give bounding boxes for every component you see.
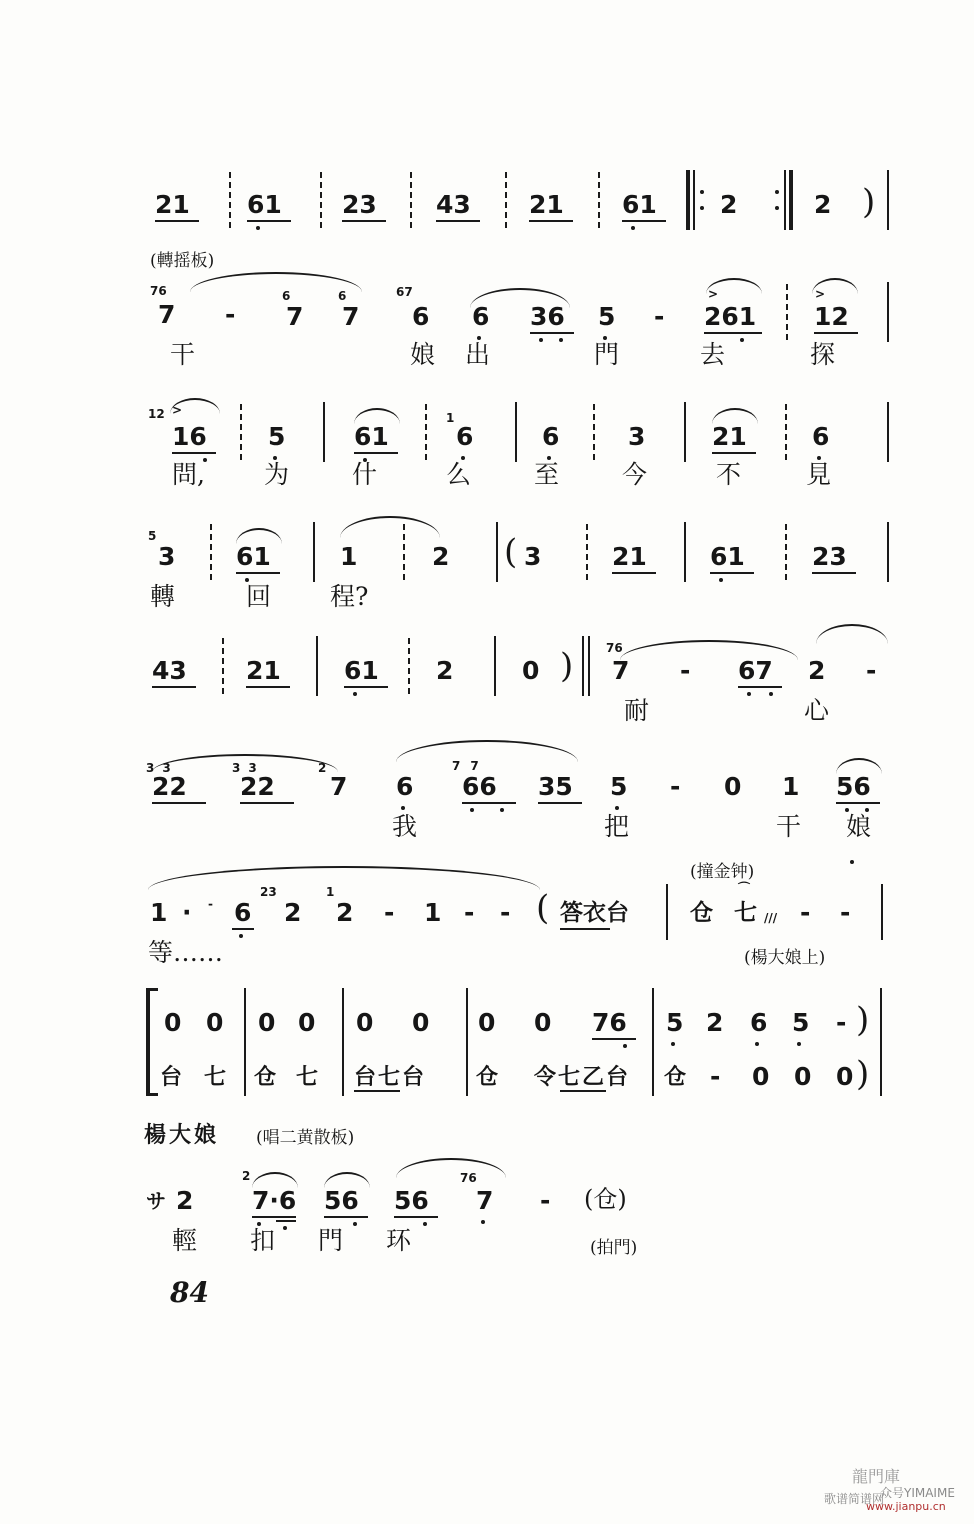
tempo-mark: サ <box>146 1189 166 1213</box>
tremolo-mark: /// <box>764 911 778 925</box>
barline <box>588 636 590 696</box>
dash: - <box>710 1062 721 1091</box>
watermark-text: www.jianpu.cn <box>866 1500 946 1513</box>
note: 5 <box>792 1008 810 1037</box>
note-group: 7·6 <box>252 1186 297 1215</box>
low-dot <box>283 1226 287 1230</box>
lyric: 探 <box>810 340 836 369</box>
note: 5 <box>666 1008 684 1037</box>
lyric: 門 <box>318 1226 344 1255</box>
underline <box>276 1220 296 1222</box>
underline <box>592 1038 636 1040</box>
dash: - <box>836 1008 847 1037</box>
lyric: 輕 <box>172 1226 198 1255</box>
grace-note: 6 <box>338 289 347 303</box>
underline <box>436 220 480 222</box>
barline <box>887 402 889 462</box>
barline <box>342 988 344 1096</box>
underline <box>712 452 756 454</box>
fermata: ⌒ <box>738 881 751 895</box>
grace-note: 33 <box>146 761 179 775</box>
note: 6 <box>396 772 414 801</box>
note-group: 56 <box>836 772 871 801</box>
note-group: 21 <box>155 190 190 219</box>
lyric: 干 <box>170 340 196 369</box>
low-dot <box>256 226 260 230</box>
note-group: 43 <box>436 190 471 219</box>
barline <box>881 884 883 940</box>
percussion-syllable: 仓 <box>476 1064 499 1090</box>
note-group: 56 <box>324 1186 359 1215</box>
grace-note: 76 <box>460 1171 477 1185</box>
note: 0 <box>164 1008 182 1037</box>
grace-note: 1 <box>446 411 455 425</box>
note: 0 <box>522 656 540 685</box>
dash: - <box>384 898 395 927</box>
dashed-barline <box>320 172 322 228</box>
underline <box>152 686 196 688</box>
underline <box>612 572 656 574</box>
slur <box>190 272 362 292</box>
underline <box>155 220 199 222</box>
dashed-barline <box>586 524 588 580</box>
dashed-barline <box>403 524 405 580</box>
note: 0 <box>478 1008 496 1037</box>
note: 0 <box>206 1008 224 1037</box>
underline <box>529 220 573 222</box>
dashed-barline <box>785 404 787 460</box>
slur <box>148 866 540 890</box>
grace-note: 12 <box>148 407 165 421</box>
lyric: 等…… <box>148 938 224 967</box>
low-dot <box>539 338 543 342</box>
underline <box>344 686 388 688</box>
grace-note: 67 <box>396 285 413 299</box>
dashed-barline <box>229 172 231 228</box>
note: 6 <box>472 302 490 331</box>
performance-mark: (撞金钟) <box>690 862 755 882</box>
barline <box>666 884 668 940</box>
lyric: 娘出 <box>410 340 521 369</box>
close-paren: ) <box>856 1054 870 1094</box>
dashed-barline <box>505 172 507 228</box>
lyric: 把 <box>604 812 630 841</box>
low-dot <box>481 1220 485 1224</box>
note: 3 <box>524 542 542 571</box>
note-group: 61 <box>247 190 282 219</box>
note: 2 <box>808 656 826 685</box>
lyric: 为 <box>264 460 290 489</box>
watermark-logo: 龍門庫 <box>852 1467 901 1486</box>
barline <box>323 402 325 462</box>
repeat-dot <box>700 190 704 194</box>
note: 7 <box>330 772 348 801</box>
note-group: 67 <box>738 656 773 685</box>
barline <box>244 988 246 1096</box>
note: 1 <box>424 898 442 927</box>
low-dot <box>797 1042 801 1046</box>
stage-direction: (拍門) <box>590 1238 638 1258</box>
low-dot <box>631 226 635 230</box>
note: 1 <box>782 772 800 801</box>
note: 1 <box>150 898 168 927</box>
lyric: 見 <box>806 460 832 489</box>
dashed-barline <box>410 172 412 228</box>
slur <box>812 278 858 294</box>
underline <box>354 452 398 454</box>
lyric: 我 <box>392 812 418 841</box>
note: 7 <box>476 1186 494 1215</box>
barline <box>515 402 517 462</box>
low-dot <box>500 808 504 812</box>
underline <box>246 686 290 688</box>
lyric: 今 <box>622 460 648 489</box>
open-paren: ( <box>504 532 518 572</box>
grace-note: 2 <box>318 761 327 775</box>
note: 2 <box>436 656 454 685</box>
watermark-text: 众号YIMAIME <box>880 1486 955 1500</box>
note-group: 61 <box>344 656 379 685</box>
lyric: 娘 <box>846 812 872 841</box>
open-paren: ( <box>536 888 550 928</box>
dash: - <box>840 898 851 927</box>
underline <box>836 802 880 804</box>
note: 0 <box>752 1062 770 1091</box>
note: 2 <box>814 190 832 219</box>
note: 0 <box>356 1008 374 1037</box>
percussion-syllable: 七 <box>296 1064 319 1090</box>
note-group: 61 <box>710 542 745 571</box>
underline <box>462 802 516 804</box>
note: 2 <box>706 1008 724 1037</box>
bracket-top <box>146 988 158 991</box>
note-group: 23 <box>342 190 377 219</box>
percussion-syllable: 仓 <box>254 1064 277 1090</box>
barline <box>466 988 468 1096</box>
underline <box>530 332 574 334</box>
close-paren: ) <box>560 646 574 686</box>
note: 0 <box>258 1008 276 1037</box>
underline <box>738 686 782 688</box>
repeat-barline-thin <box>693 170 695 230</box>
note-group: 43 <box>152 656 187 685</box>
watermark-text: 歌谱简谱网 <box>824 1492 885 1506</box>
note: 2 <box>336 898 354 927</box>
underline <box>236 572 280 574</box>
note: 0 <box>724 772 742 801</box>
underline <box>812 572 856 574</box>
repeat-dot <box>700 206 704 210</box>
percussion-syllable: 答衣台 <box>560 899 629 926</box>
barline <box>313 522 315 582</box>
barline <box>684 402 686 462</box>
barline <box>887 282 889 342</box>
note: 0 <box>836 1062 854 1091</box>
dashed-barline <box>408 638 410 694</box>
repeat-dot <box>775 190 779 194</box>
slur <box>170 398 220 417</box>
note: 0 <box>412 1008 430 1037</box>
dash: - <box>500 898 511 927</box>
close-paren: ) <box>862 182 876 222</box>
note: 2 <box>176 1186 194 1215</box>
note: 3 <box>158 542 176 571</box>
lyric: 干 <box>776 812 802 841</box>
note: 3 <box>628 422 646 451</box>
lyric: 程? <box>330 582 369 611</box>
repeat-dot <box>775 206 779 210</box>
grace-note: 77 <box>452 759 489 773</box>
low-dot <box>623 1044 627 1048</box>
underline <box>252 1216 296 1218</box>
barline <box>880 988 882 1096</box>
note: 7 <box>612 656 630 685</box>
underline <box>560 1090 606 1092</box>
dash: - <box>464 898 475 927</box>
grace-note: 23 <box>260 885 277 899</box>
lyric: 不 <box>716 460 742 489</box>
underline <box>232 928 254 930</box>
dash: - <box>208 897 213 911</box>
note: 5 <box>598 302 616 331</box>
lyric: 轉 <box>150 582 176 611</box>
note: 0 <box>794 1062 812 1091</box>
grace-note: 76 <box>150 284 167 298</box>
note-group: 22 <box>240 772 275 801</box>
slur <box>816 624 888 644</box>
note-group: 36 <box>530 302 565 331</box>
note-group: 12 <box>814 302 849 331</box>
dash: - <box>680 656 691 685</box>
dash: - <box>800 898 811 927</box>
low-dot <box>755 1042 759 1046</box>
note: 0 <box>298 1008 316 1037</box>
low-dot <box>353 1222 357 1226</box>
low-dot <box>615 806 619 810</box>
grace-note: 6 <box>282 289 291 303</box>
underline <box>172 452 216 454</box>
barline <box>887 522 889 582</box>
performance-mark: (轉摇板) <box>150 251 215 271</box>
note-group: 76 <box>592 1008 627 1037</box>
note: 6 <box>542 422 560 451</box>
lyric: 門 <box>594 340 620 369</box>
slur <box>340 516 440 538</box>
grace-note: 5 <box>148 529 157 543</box>
note-group: 35 <box>538 772 573 801</box>
lyric: 什 <box>352 460 378 489</box>
repeat-barline-thick <box>789 170 793 230</box>
dashed-barline <box>425 404 427 460</box>
underline <box>622 220 666 222</box>
note-group: 61 <box>354 422 389 451</box>
bracket-bottom <box>146 1093 158 1096</box>
lyric: 环 <box>386 1226 412 1255</box>
low-dot <box>423 1222 427 1226</box>
note-group: 22 <box>152 772 187 801</box>
underline <box>394 1216 438 1218</box>
note-group: 21 <box>246 656 281 685</box>
dashed-barline <box>593 404 595 460</box>
barline <box>494 636 496 696</box>
underline <box>324 1216 368 1218</box>
low-dot <box>239 934 243 938</box>
repeat-barline-thin <box>784 170 786 230</box>
note: 6 <box>750 1008 768 1037</box>
percussion-syllable: 仓 <box>664 1064 687 1090</box>
note-group: 61 <box>622 190 657 219</box>
underline <box>342 220 386 222</box>
note-group: 56 <box>394 1186 429 1215</box>
barline <box>582 636 584 696</box>
dashed-barline <box>240 404 242 460</box>
percussion-syllable: 七 <box>204 1064 227 1090</box>
slur <box>706 278 762 294</box>
note: 2 <box>284 898 302 927</box>
low-dot <box>401 806 405 810</box>
note: 6 <box>234 898 252 927</box>
repeat-barline-thick <box>686 170 690 230</box>
underline <box>704 332 762 334</box>
lyric: 問, <box>172 460 205 489</box>
note: 6 <box>812 422 830 451</box>
percussion-syllable: 台 <box>160 1064 183 1090</box>
percussion-syllable: 令七乙台 <box>534 1064 631 1090</box>
accent: > <box>708 287 719 301</box>
note: 5 <box>610 772 628 801</box>
low-dot <box>671 1042 675 1046</box>
percussion-cue: (仓) <box>584 1185 627 1213</box>
note: 2 <box>720 190 738 219</box>
accent: > <box>815 287 826 301</box>
note: 5 <box>268 422 286 451</box>
low-dot <box>353 692 357 696</box>
low-dot <box>719 578 723 582</box>
lyric: 回 <box>246 582 272 611</box>
low-dot <box>740 338 744 342</box>
note-group: 21 <box>612 542 647 571</box>
lyric: 至 <box>534 460 560 489</box>
note-group: 21 <box>529 190 564 219</box>
underline <box>710 572 754 574</box>
slur <box>396 1158 506 1178</box>
note: 2 <box>432 542 450 571</box>
close-paren: ) <box>856 1000 870 1040</box>
low-dot <box>769 692 773 696</box>
note: 6 <box>456 422 474 451</box>
note: 6 <box>412 302 430 331</box>
system-bracket <box>146 988 150 1096</box>
dash: - <box>654 302 665 331</box>
dashed-barline <box>210 524 212 580</box>
lyric: 去 <box>700 340 726 369</box>
note: 1 <box>340 542 358 571</box>
underline <box>247 220 291 222</box>
dash: - <box>866 656 877 685</box>
low-dot <box>559 338 563 342</box>
page-number: 84 <box>170 1276 209 1309</box>
underline <box>152 802 206 804</box>
low-dot <box>470 808 474 812</box>
barline <box>887 170 889 230</box>
note-group: 16 <box>172 422 207 451</box>
stage-direction: (楊大娘上) <box>744 948 826 968</box>
lyric: 耐 <box>624 696 650 725</box>
dashed-barline <box>222 638 224 694</box>
barline <box>684 522 686 582</box>
dash: - <box>225 300 236 329</box>
lyric: 么 <box>446 460 472 489</box>
underline <box>814 332 858 334</box>
grace-note: 76 <box>606 641 623 655</box>
dot-duration: · <box>182 898 192 927</box>
note-group: 61 <box>236 542 271 571</box>
percussion-syllable: 台七台 <box>354 1064 427 1090</box>
note: 7 <box>286 302 304 331</box>
underline <box>560 928 610 930</box>
lyric: 扣 <box>250 1226 276 1255</box>
barline <box>316 636 318 696</box>
role-name: 楊大娘 <box>144 1122 220 1148</box>
low-dot <box>747 692 751 696</box>
underline <box>240 802 294 804</box>
percussion-syllable: 仓 <box>690 899 713 926</box>
dash: - <box>670 772 681 801</box>
performance-mark: (唱二黄散板) <box>256 1128 355 1148</box>
note-group: 21 <box>712 422 747 451</box>
underline <box>538 802 582 804</box>
lyric: 心 <box>804 696 830 725</box>
percussion-syllable: 七 <box>734 899 757 926</box>
note: 7 <box>158 300 176 329</box>
note-group: 66 <box>462 772 497 801</box>
dashed-barline <box>598 172 600 228</box>
note-group: 261 <box>704 302 757 331</box>
grace-note: 33 <box>232 761 265 775</box>
dash: - <box>540 1186 551 1215</box>
barline <box>652 988 654 1096</box>
dashed-barline <box>786 284 788 340</box>
note-group: 23 <box>812 542 847 571</box>
barline <box>496 522 498 582</box>
note: 0 <box>534 1008 552 1037</box>
underline <box>354 1090 400 1092</box>
dashed-barline <box>785 524 787 580</box>
mark-dot <box>850 860 854 864</box>
grace-note: 1 <box>326 885 335 899</box>
note: 7 <box>342 302 360 331</box>
grace-note: 2 <box>242 1169 251 1183</box>
accent: > <box>172 403 183 417</box>
